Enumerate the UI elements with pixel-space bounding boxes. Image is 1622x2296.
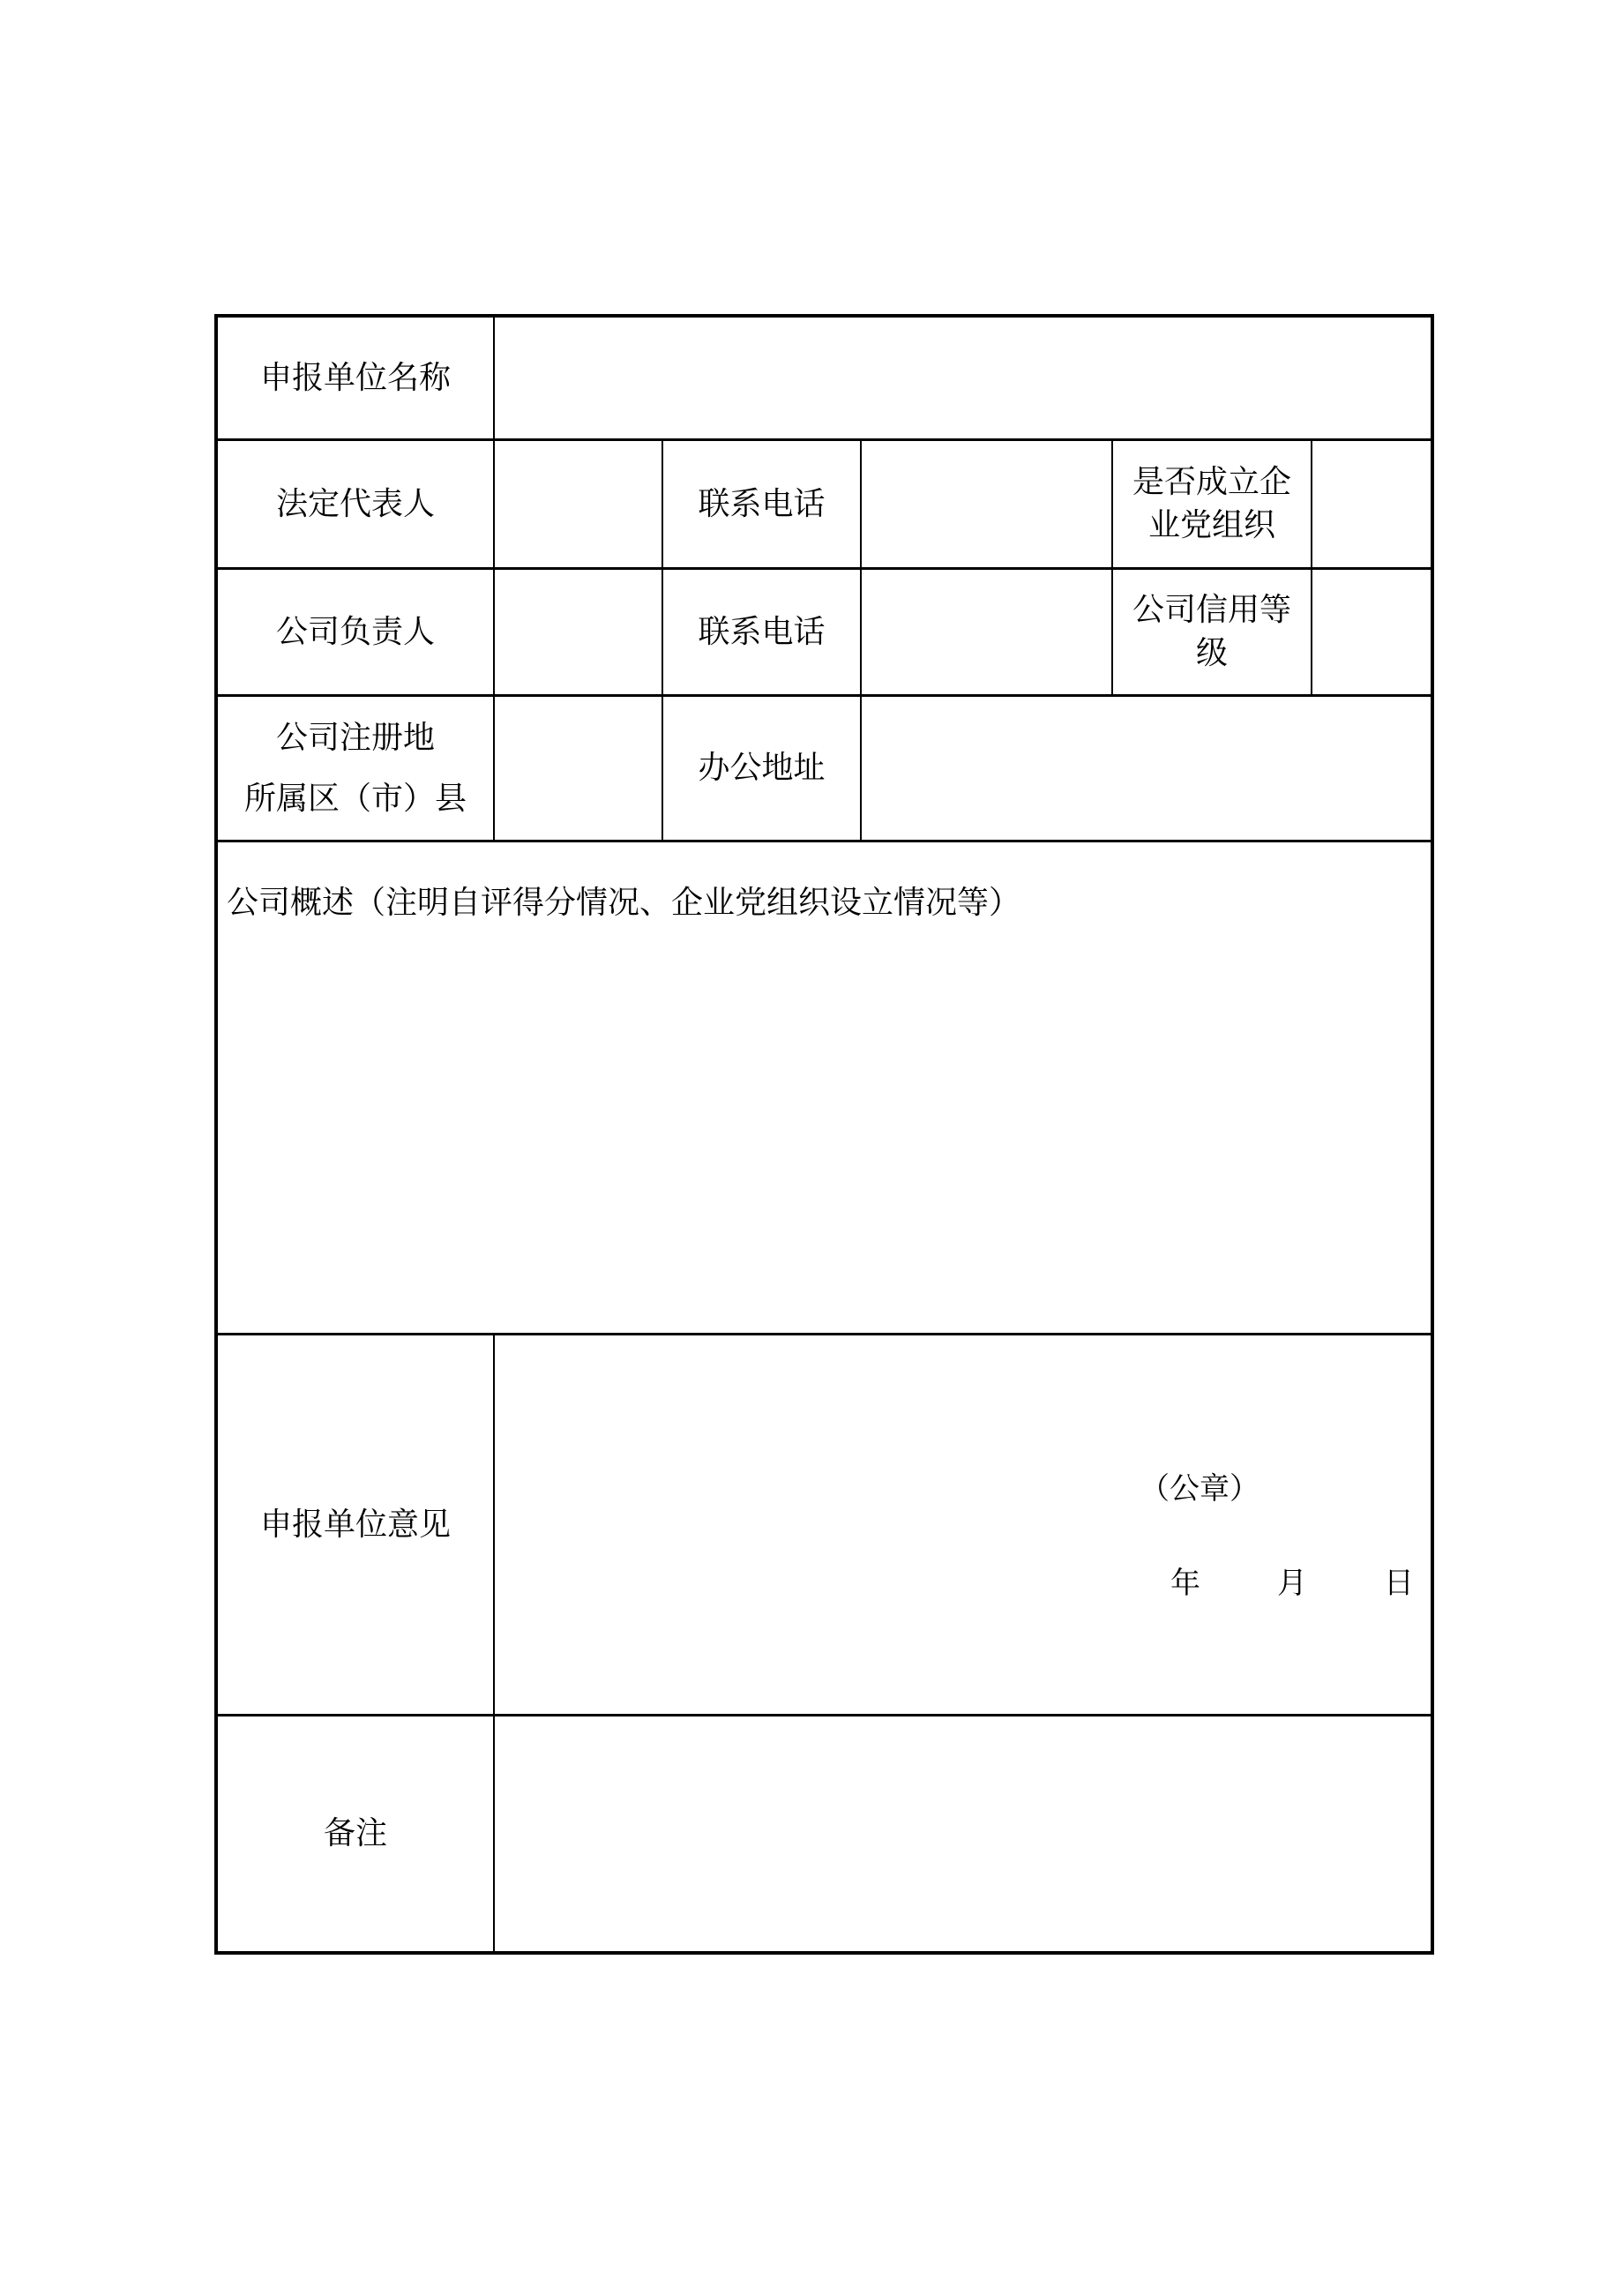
company-manager-field[interactable] (494, 568, 662, 695)
credit-rating-field[interactable] (1312, 568, 1432, 695)
contact-phone-label-cell-row3 (662, 568, 861, 695)
application-form-table (214, 314, 1434, 1955)
applicant-name-label-cell (216, 316, 494, 439)
applicant-opinion-field[interactable] (494, 1334, 1432, 1715)
row-remarks (216, 1715, 1432, 1953)
office-address-field[interactable] (861, 695, 1432, 841)
contact-phone-label-row2: 联系电话 (698, 485, 826, 521)
party-org-label-cell (1112, 439, 1312, 568)
legal-representative-label-cell (216, 439, 494, 568)
applicant-opinion-label-cell (216, 1334, 494, 1715)
row-company-manager (216, 568, 1432, 695)
contact-phone-label-cell-row2 (662, 439, 861, 568)
party-org-label: 是否成立企业党组织 (1132, 464, 1291, 542)
official-seal-placeholder: （公章） (1140, 1472, 1260, 1506)
row-company-overview (216, 841, 1432, 1334)
date-year-label: 年 (1170, 1567, 1201, 1600)
row-applicant-name (216, 316, 1432, 439)
row-legal-representative (216, 439, 1432, 568)
contact-phone-label-row3: 联系电话 (698, 613, 826, 649)
legal-representative-label: 法定代表人 (275, 485, 435, 521)
remarks-label-cell (216, 1715, 494, 1953)
company-manager-label: 公司负责人 (275, 613, 435, 649)
registered-area-label-line2: 所属区（市）县 (243, 780, 467, 816)
credit-rating-label-cell (1112, 568, 1312, 695)
company-overview-label: 公司概述（注明自评得分情况、企业党组织设立情况等） (227, 884, 1021, 920)
legal-representative-field[interactable] (494, 439, 662, 568)
applicant-name-field[interactable] (494, 316, 1432, 439)
office-address-label-cell (662, 695, 861, 841)
date-day-label: 日 (1384, 1567, 1415, 1600)
remarks-field[interactable] (494, 1715, 1432, 1953)
signature-date-line (1170, 1569, 1414, 1599)
applicant-name-label: 申报单位名称 (259, 359, 451, 395)
row-registered-area (216, 695, 1432, 841)
registered-area-label-cell (216, 695, 494, 841)
date-month-label: 月 (1277, 1567, 1308, 1600)
company-overview-cell[interactable] (216, 841, 1432, 1334)
registered-area-label-line1: 公司注册地 (275, 720, 435, 756)
registered-area-field[interactable] (494, 695, 662, 841)
party-org-field[interactable] (1312, 439, 1432, 568)
office-address-label: 办公地址 (698, 750, 826, 786)
contact-phone-field-row3[interactable] (861, 568, 1112, 695)
applicant-opinion-label: 申报单位意见 (259, 1506, 451, 1542)
contact-phone-field-row2[interactable] (861, 439, 1112, 568)
row-applicant-opinion (216, 1334, 1432, 1715)
company-manager-label-cell (216, 568, 494, 695)
remarks-label: 备注 (323, 1815, 387, 1851)
credit-rating-label: 公司信用等级 (1132, 592, 1291, 670)
